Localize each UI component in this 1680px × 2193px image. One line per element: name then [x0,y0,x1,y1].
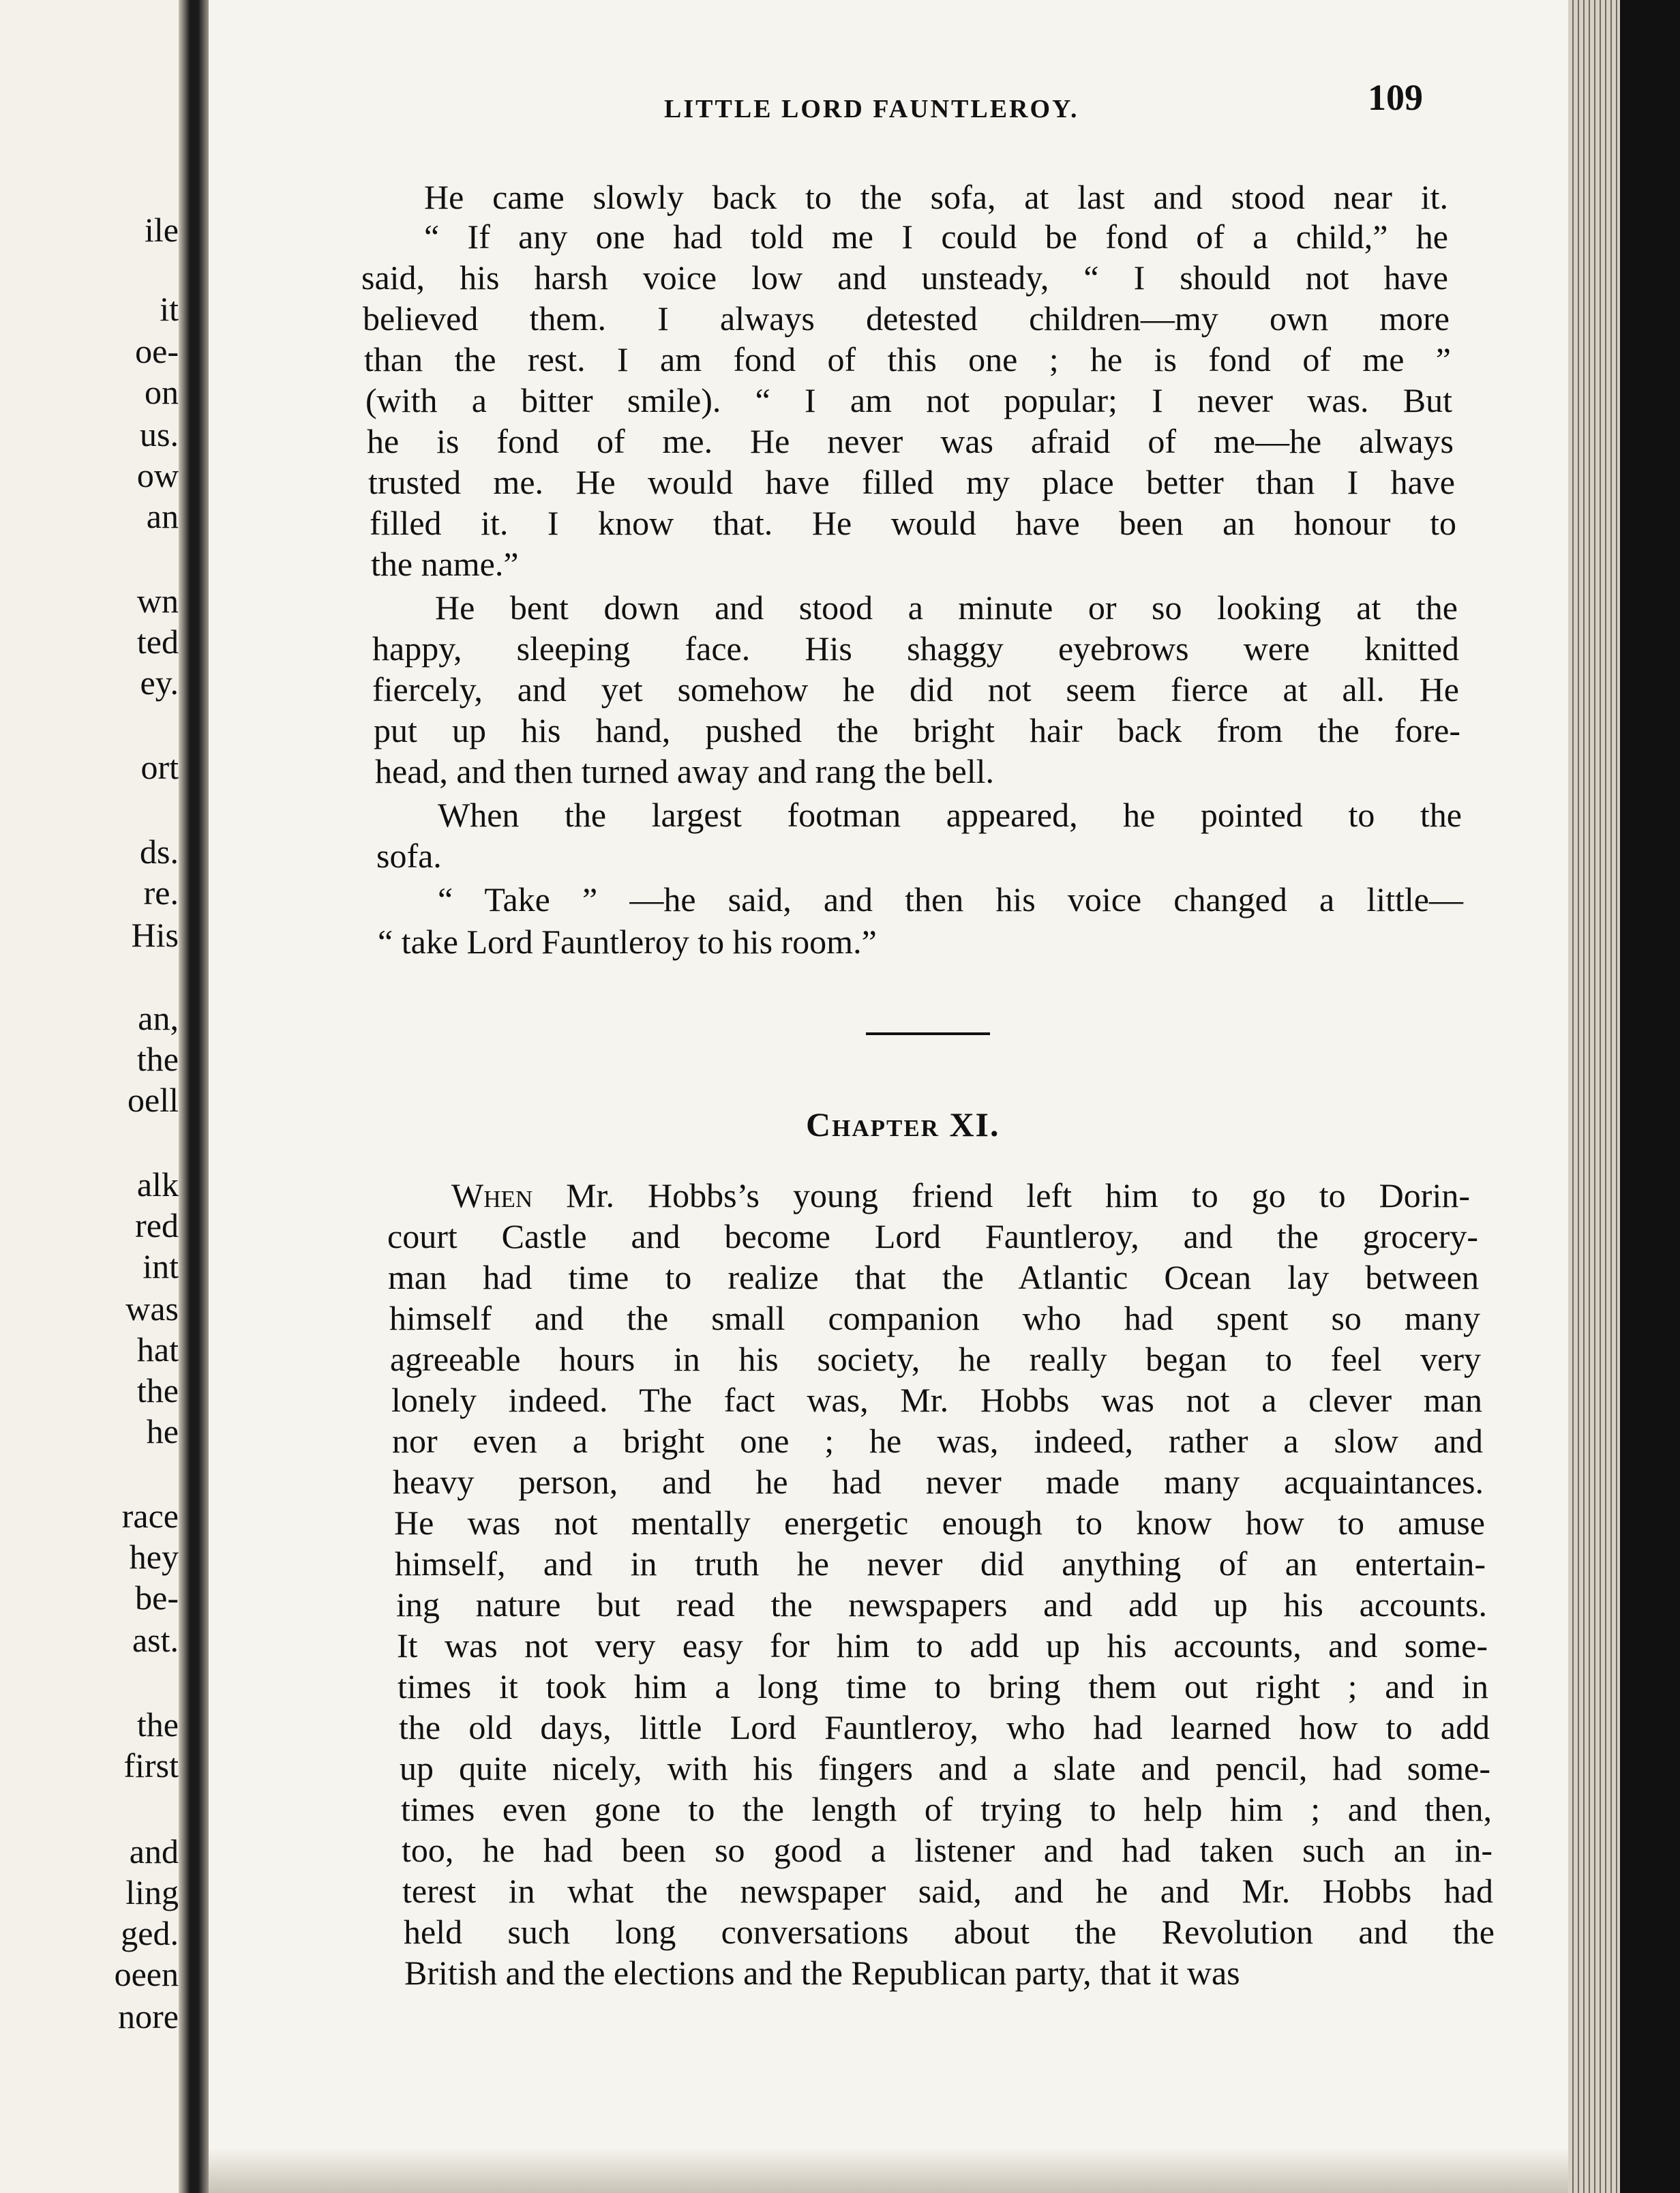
chapter-lead-word: When [451,1176,533,1214]
text-line: he is fond of me. He never was afraid of me—he always [367,422,1454,460]
text-line: “ If any one had told me I could be fond of a child,” he [424,218,1448,256]
left-page-word-fragment: int [142,1247,179,1285]
text-line: fiercely, and yet somehow he did not seem fierce at all. He [372,670,1459,708]
text-line: sofa. [376,837,442,875]
left-page-word-fragment: ort [140,748,179,786]
text-line: the name.” [371,545,519,583]
left-page-word-fragment: oe- [135,332,179,370]
left-page-word-fragment: hat [136,1330,179,1369]
text-line: the old days, little Lord Fauntleroy, who had learned how to add [399,1708,1490,1746]
section-divider [866,1032,990,1035]
text-line: believed them. I always detested children—my own more [363,299,1450,338]
text-line: happy, sleeping face. His shaggy eyebrows were knitted [372,629,1459,668]
left-page-word-fragment: on [145,373,179,411]
text-line: head, and then turned away and rang the bell. [375,752,994,790]
text-line: It was not very easy for him to add up his accounts, and some- [397,1626,1488,1665]
text-line: put up his hand, pushed the bright hair back from the fore- [374,711,1460,749]
text-line: He bent down and stood a minute or so looking at the [435,588,1458,627]
left-page-word-fragment: was [125,1289,179,1328]
left-page-word-fragment: ling [125,1873,179,1911]
text-line: himself, and in truth he never did anything of an entertain- [395,1545,1486,1583]
scan-border [1620,0,1680,2193]
text-line: said, his harsh voice low and unsteady, “ I should not have [361,258,1448,297]
book-gutter [179,0,211,2193]
left-page-word-fragment: an, [138,999,179,1037]
text-line: trusted me. He would have filled my place better than I have [368,463,1455,501]
chapter-heading: Chapter XI. [806,1105,1000,1144]
text-line: than the rest. I am fond of this one ; he is fond of me ” [364,340,1451,378]
text-line: “ take Lord Fauntleroy to his room.” [378,923,877,961]
left-page-word-fragment: ile [145,211,179,249]
text-line: himself and the small companion who had spent so many [389,1299,1480,1337]
left-page-word-fragment: be- [135,1579,179,1617]
left-page-word-fragment: red [135,1206,179,1244]
left-page-word-fragment: the [136,1371,179,1409]
left-page-word-fragment: ged. [121,1914,179,1952]
text-line: filled it. I know that. He would have been an honour to [370,504,1456,542]
left-page-word-fragment: it [160,290,179,328]
left-page-word-fragment: race [121,1497,179,1535]
text-line: up quite nicely, with his fingers and a slate and pencil, had some- [400,1749,1490,1787]
text-line: man had time to realize that the Atlantic Ocean lay between [388,1258,1479,1296]
left-page-word-fragment: the [136,1040,179,1078]
text-line: times it took him a long time to bring them out right ; and in [397,1667,1488,1705]
left-page-word-fragment: oeen [114,1955,179,1993]
left-page-word-fragment: ted [136,623,179,661]
text-line [451,1178,1470,1212]
text-line: British and the elections and the Republican party, that it was [404,1954,1240,1992]
left-page-word-fragment: first [123,1746,179,1785]
text-line: heavy person, and he had never made many acquaintances. [393,1463,1484,1501]
left-page-word-fragment: he [146,1412,179,1450]
page-number: 109 [1368,77,1423,118]
left-page-word-fragment: nore [118,1997,179,2035]
text-line: He was not mentally energetic enough to know how to amuse [394,1504,1485,1542]
left-page-word-fragment: oell [127,1081,179,1119]
text-line: When the largest footman appeared, he pointed to the [438,796,1462,834]
previous-page-fragment [0,0,183,2193]
left-page-word-fragment: and [129,1832,179,1870]
text-line: agreeable hours in his society, he really began to feel very [390,1340,1481,1378]
left-page-word-fragment: ey. [140,663,179,702]
text-line: He came slowly back to the sofa, at last and stood near it. [424,178,1448,216]
left-page-word-fragment: hey [129,1538,179,1576]
left-page-word-fragment: ast. [132,1621,179,1659]
left-page-word-fragment: re. [143,874,179,912]
text-line: too, he had been so good a listener and had taken such an in- [402,1831,1492,1869]
text-line: “ Take ” —he said, and then his voice changed a little— [438,880,1463,919]
book-page [209,0,1571,2193]
running-head: LITTLE LORD FAUNTLEROY. [664,95,1079,123]
left-page-word-fragment: ds. [140,833,179,871]
left-page-word-fragment: the [136,1705,179,1744]
text-line: held such long conversations about the Revolution and the [404,1913,1495,1951]
text-line: times even gone to the length of trying to help him ; and then, [401,1790,1492,1828]
left-page-word-fragment: alk [136,1165,179,1204]
left-page-word-fragment: an [146,497,179,535]
text-line: terest in what the newspaper said, and he and Mr. Hobbs had [402,1872,1493,1910]
chapter-first-line: Mr. Hobbs’s young friend left him to go to Dorin- [532,1176,1470,1214]
text-line: court Castle and become Lord Fauntleroy, and the grocery- [387,1217,1478,1255]
text-line: lonely indeed. The fact was, Mr. Hobbs was not a clever man [391,1381,1482,1419]
left-page-word-fragment: us. [140,415,179,453]
text-line: (with a bitter smile). “ I am not popular; I never was. But [365,381,1452,419]
text-line: ing nature but read the newspapers and add up his accounts. [396,1585,1487,1624]
left-page-word-fragment: His [131,916,179,954]
left-page-word-fragment: wn [136,582,179,620]
page-bottom-shadow [209,2148,1572,2193]
left-page-word-fragment: ow [136,456,179,494]
text-line: nor even a bright one ; he was, indeed, rather a slow and [392,1422,1483,1460]
